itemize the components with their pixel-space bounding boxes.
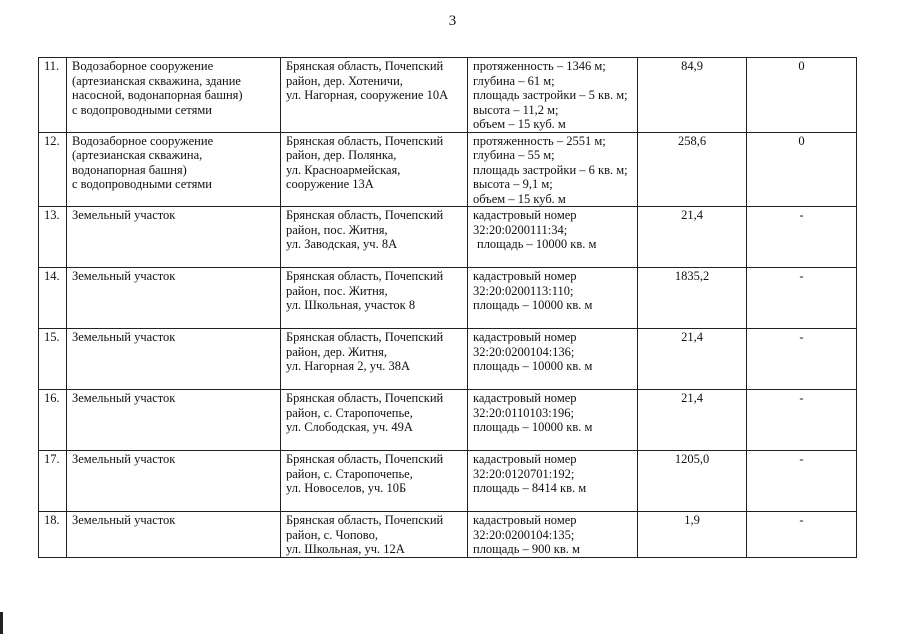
object-name-line: (артезианская скважина, здание (72, 73, 241, 88)
address-line: район, дер. Житня, (286, 344, 388, 359)
object-name-line: водонапорная башня) (72, 162, 187, 177)
spec-line: площадь – 900 кв. м (473, 542, 580, 556)
object-address (281, 451, 468, 512)
address-line: район, с. Чопово, (286, 527, 378, 542)
object-address (281, 329, 468, 390)
object-address (281, 512, 468, 558)
table-row (39, 451, 857, 512)
object-value-secondary: - (747, 390, 857, 451)
object-name (67, 58, 281, 133)
object-value-secondary: 0 (747, 58, 857, 133)
table-row (39, 268, 857, 329)
spec-line: 32:20:0200113:110; (473, 283, 574, 298)
object-name-line: Земельный участок (72, 330, 176, 344)
spec-line: глубина – 55 м; (473, 148, 555, 162)
spec-line: объем – 15 куб. м (473, 191, 566, 206)
object-specs (468, 132, 638, 207)
address-line: Брянская область, Почепский (286, 269, 444, 283)
row-number: 11. (39, 58, 67, 133)
spec-line: 32:20:0200111:34; (473, 222, 568, 237)
address-line: ул. Нагорная, сооружение 10А (286, 88, 449, 102)
object-name-line: (артезианская скважина, (72, 148, 203, 162)
row-number: 17. (39, 451, 67, 512)
spec-line: 32:20:0120701:192; (473, 466, 575, 481)
spec-line: площадь – 10000 кв. м (477, 237, 597, 251)
address-line: Брянская область, Почепский (286, 59, 444, 73)
spec-line: площадь застройки – 5 кв. м; (473, 88, 628, 102)
address-line: район, дер. Полянка, (286, 148, 397, 162)
spec-line: 32:20:0110103:196; (473, 405, 574, 420)
spec-line: площадь застройки – 6 кв. м; (473, 162, 628, 177)
table-row (39, 132, 857, 207)
spec-line: 32:20:0200104:135; (473, 527, 575, 542)
spec-line: кадастровый номер (473, 513, 577, 527)
row-number: 12. (39, 132, 67, 207)
object-specs (468, 512, 638, 558)
row-number: 16. (39, 390, 67, 451)
object-value: 21,4 (638, 329, 747, 390)
object-name-line: Водозаборное сооружение (72, 133, 214, 148)
address-line: Брянская область, Почепский (286, 208, 444, 222)
spec-line: кадастровый номер (473, 452, 577, 466)
object-name-line: Земельный участок (72, 208, 176, 222)
spec-line: площадь – 10000 кв. м (473, 420, 593, 434)
address-line: Брянская область, Почепский (286, 133, 444, 148)
spec-line: кадастровый номер (473, 391, 577, 405)
spec-line: протяженность – 2551 м; (473, 133, 606, 148)
spec-line: площадь – 10000 кв. м (473, 298, 593, 312)
object-address (281, 58, 468, 133)
object-address (281, 268, 468, 329)
spec-line: высота – 11,2 м; (473, 102, 559, 117)
object-name-line: с водопроводными сетями (72, 177, 212, 191)
object-name-line: Земельный участок (72, 513, 176, 527)
table-row (39, 390, 857, 451)
address-line: район, с. Старопочепье, (286, 466, 413, 481)
object-name (67, 390, 281, 451)
object-value: 1205,0 (638, 451, 747, 512)
row-number: 15. (39, 329, 67, 390)
table-row (39, 58, 857, 133)
spec-line: кадастровый номер (473, 208, 577, 222)
address-line: район, пос. Житня, (286, 222, 388, 237)
address-line: Брянская область, Почепский (286, 330, 444, 344)
object-name (67, 207, 281, 268)
object-value: 258,6 (638, 132, 747, 207)
address-line: Брянская область, Почепский (286, 391, 444, 405)
address-line: сооружение 13А (286, 177, 374, 191)
spec-line: 32:20:0200104:136; (473, 344, 575, 359)
spec-line: протяженность – 1346 м; (473, 59, 606, 73)
object-value: 1835,2 (638, 268, 747, 329)
object-name-line: с водопроводными сетями (72, 102, 212, 117)
table-row (39, 207, 857, 268)
page-number: 3 (448, 13, 457, 29)
object-value: 1,9 (638, 512, 747, 558)
object-value-secondary: 0 (747, 132, 857, 207)
address-line: Брянская область, Почепский (286, 452, 444, 466)
object-specs (468, 58, 638, 133)
object-value: 21,4 (638, 390, 747, 451)
object-address (281, 132, 468, 207)
spec-line: высота – 9,1 м; (473, 177, 553, 191)
spec-line: объем – 15 куб. м (473, 117, 566, 131)
object-value-secondary: - (747, 512, 857, 558)
object-address (281, 390, 468, 451)
table-row (39, 512, 857, 558)
object-name (67, 451, 281, 512)
spec-line: площадь – 10000 кв. м (473, 359, 593, 373)
object-value-secondary: - (747, 451, 857, 512)
spec-line: кадастровый номер (473, 330, 577, 344)
object-name-line: Земельный участок (72, 391, 176, 405)
address-line: Брянская область, Почепский (286, 513, 444, 527)
object-value-secondary: - (747, 207, 857, 268)
address-line: ул. Школьная, уч. 12А (286, 542, 405, 556)
object-specs (468, 451, 638, 512)
object-address (281, 207, 468, 268)
spec-line: глубина – 61 м; (473, 73, 555, 88)
address-line: ул. Слободская, уч. 49А (286, 420, 413, 434)
row-number: 18. (39, 512, 67, 558)
spec-line: кадастровый номер (473, 269, 577, 283)
address-line: ул. Заводская, уч. 8А (286, 237, 398, 251)
object-name (67, 268, 281, 329)
address-line: район, дер. Хотеничи, (286, 73, 403, 88)
object-name (67, 132, 281, 207)
object-name-line: Земельный участок (72, 269, 176, 283)
address-line: ул. Школьная, участок 8 (286, 298, 416, 312)
object-specs (468, 207, 638, 268)
object-name-line: Земельный участок (72, 452, 176, 466)
object-value: 21,4 (638, 207, 747, 268)
row-number: 14. (39, 268, 67, 329)
row-number: 13. (39, 207, 67, 268)
address-line: район, пос. Житня, (286, 283, 388, 298)
object-specs (468, 329, 638, 390)
object-value-secondary: - (747, 329, 857, 390)
address-line: ул. Нагорная 2, уч. 38А (286, 359, 411, 373)
object-name-line: насосной, водонапорная башня) (72, 88, 243, 102)
table-row (39, 329, 857, 390)
address-line: ул. Новоселов, уч. 10Б (286, 481, 407, 495)
scan-edge-mark (0, 612, 3, 634)
object-specs (468, 390, 638, 451)
object-name-line: Водозаборное сооружение (72, 59, 214, 73)
object-value-secondary: - (747, 268, 857, 329)
address-line: ул. Красноармейская, (286, 162, 401, 177)
address-line: район, с. Старопочепье, (286, 405, 413, 420)
object-value: 84,9 (638, 58, 747, 133)
spec-line: площадь – 8414 кв. м (473, 481, 587, 495)
object-specs (468, 268, 638, 329)
property-table (38, 57, 857, 558)
object-name (67, 329, 281, 390)
object-name (67, 512, 281, 558)
